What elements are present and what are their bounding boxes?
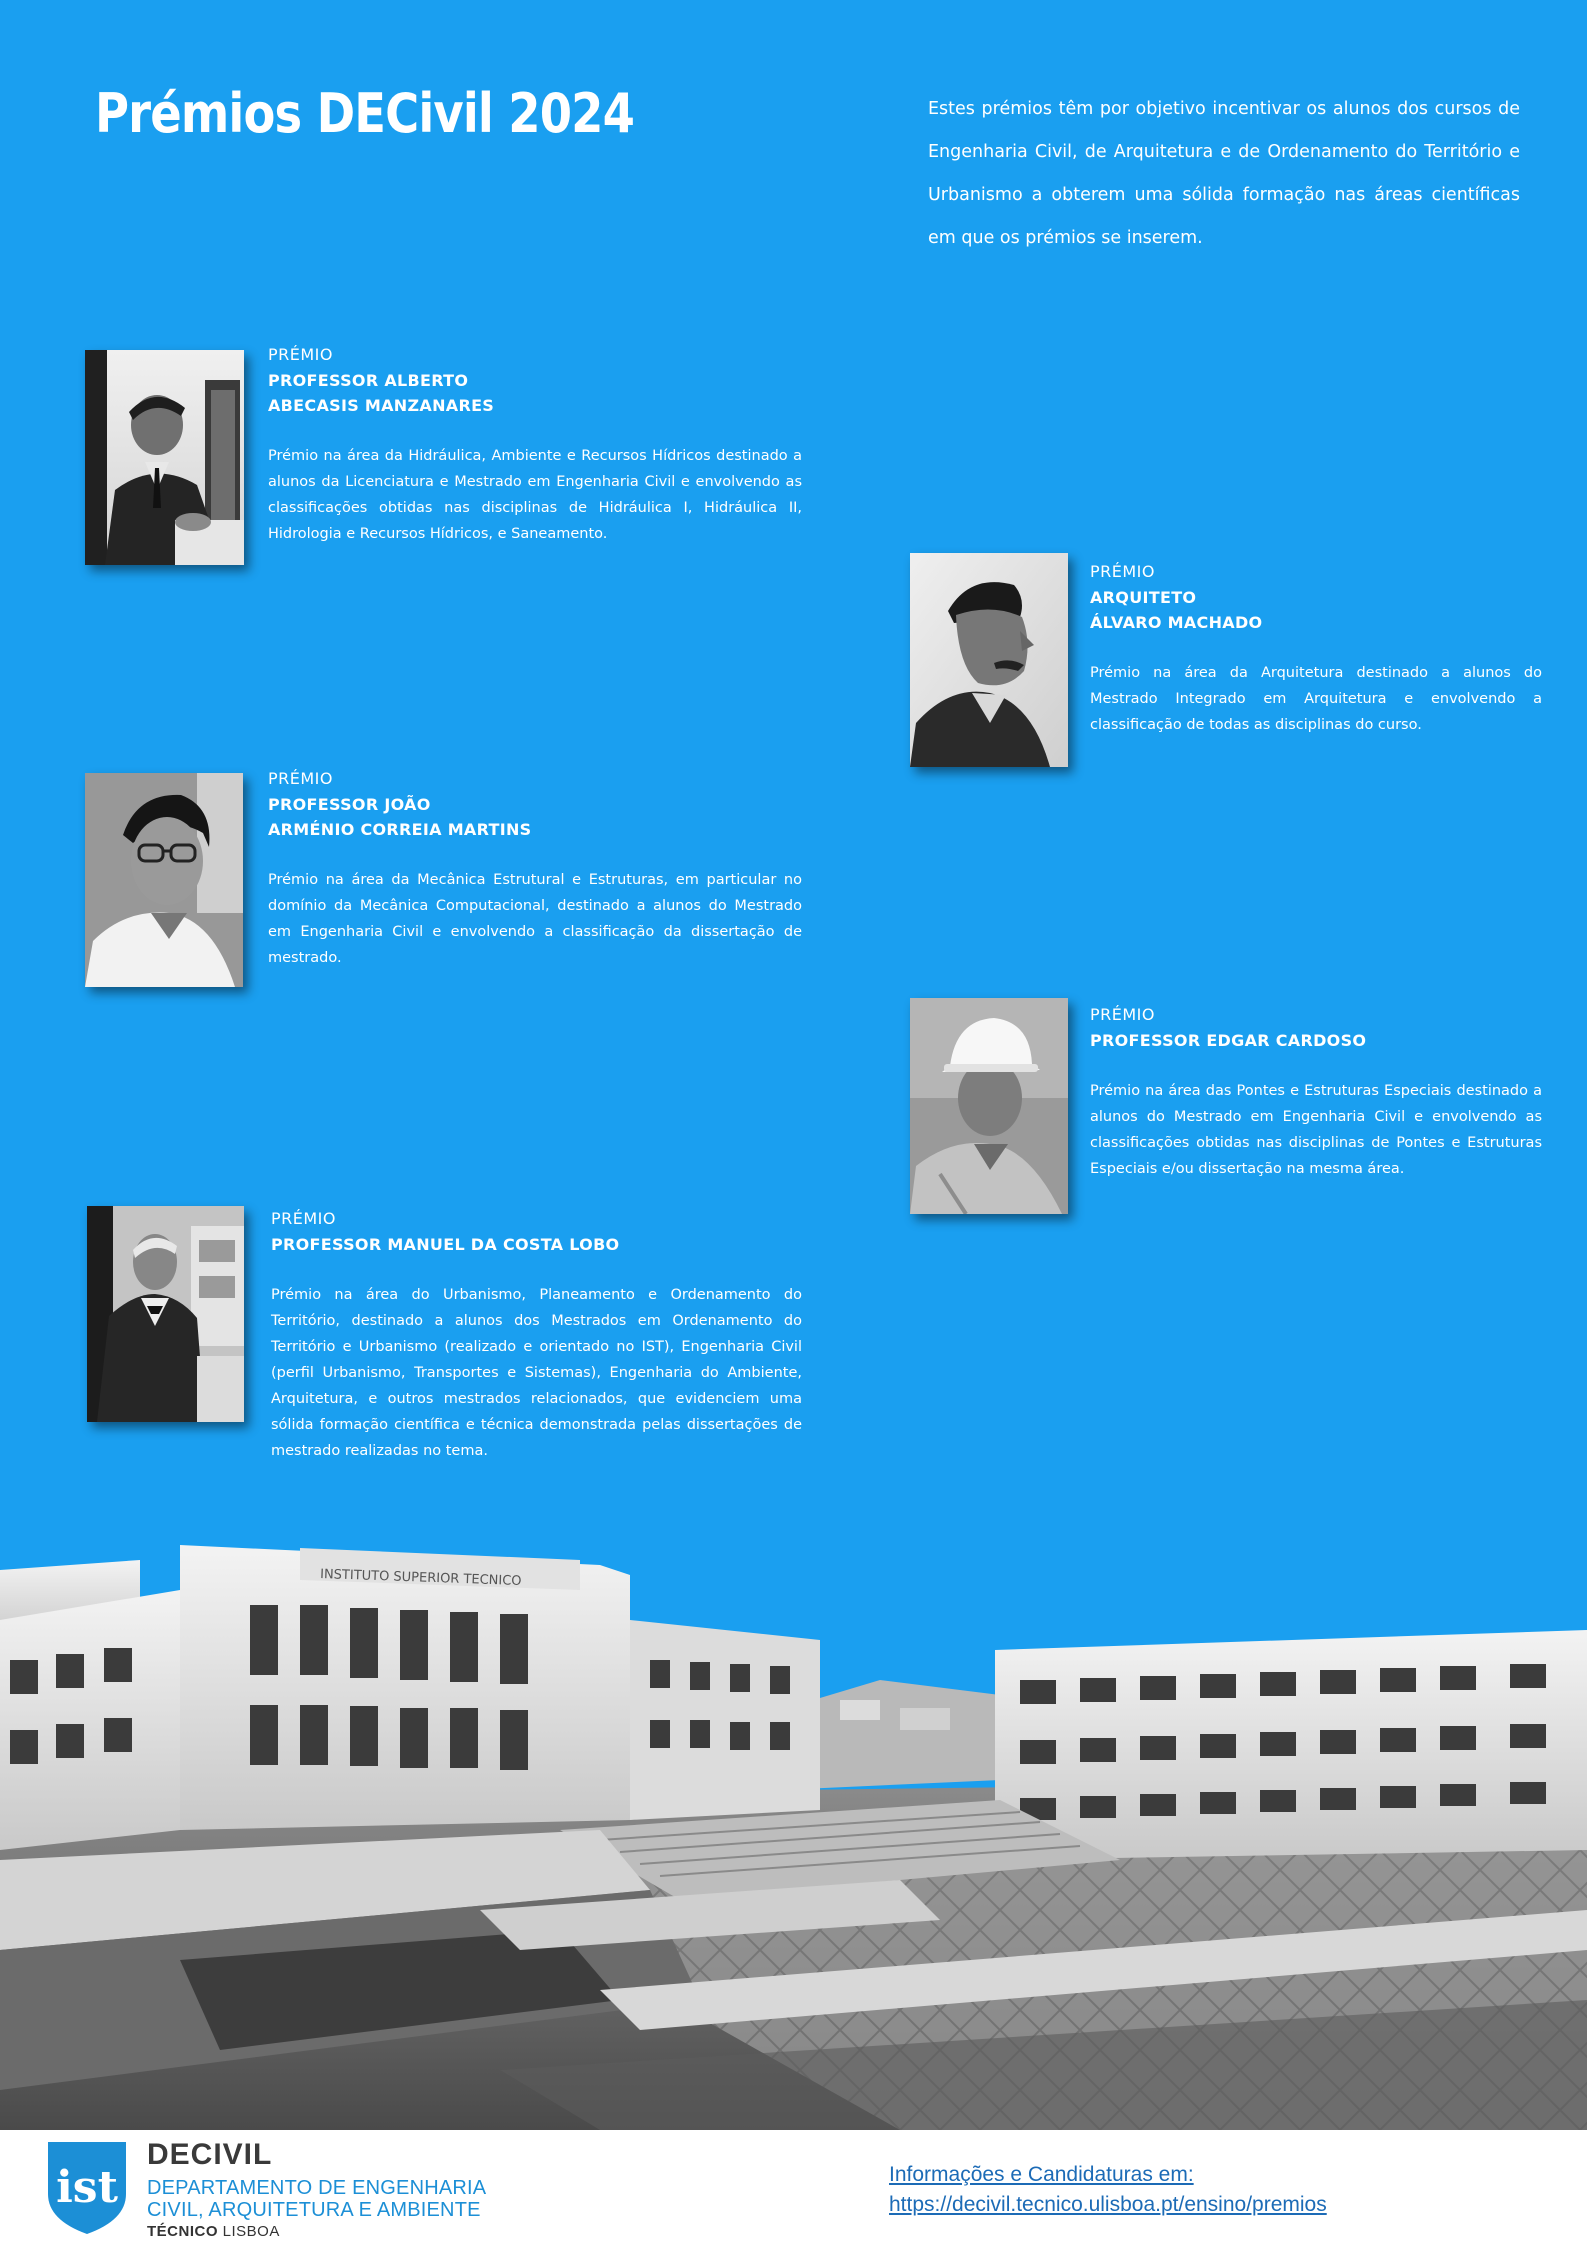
award-name-line1: PROFESSOR MANUEL DA COSTA LOBO <box>271 1235 620 1254</box>
institution-bold: TÉCNICO <box>147 2223 218 2240</box>
institution-rest: LISBOA <box>218 2223 280 2240</box>
campus-building-photo <box>0 1530 1587 2130</box>
award-costa-lobo <box>271 1206 802 1464</box>
award-name-line2: ÁLVARO MACHADO <box>1090 613 1263 632</box>
award-description: Prémio na área da Mecânica Estrutural e Estruturas, em particular no domínio da Mecânica Computacional, destinado a alunos do Mestrado em Engenharia Civil e envolvendo a classificação da dissertação de mestrado. <box>268 872 802 966</box>
portrait-alvaro-machado <box>910 553 1068 767</box>
info-label-link[interactable]: Informações e Candidaturas em: <box>889 2163 1194 2186</box>
award-kicker: PRÉMIO <box>268 769 333 788</box>
award-kicker: PRÉMIO <box>1090 1005 1155 1024</box>
dept-short-name: DECIVIL <box>147 2138 273 2171</box>
award-description: Prémio na área da Arquitetura destinado a alunos do Mestrado Integrado em Arquitetura e envolvendo a classificação de todas as disciplinas do curso. <box>1090 665 1542 733</box>
page-title: Prémios DECivil 2024 <box>95 82 635 145</box>
portrait-alberto-abecasis-manzanares <box>85 350 244 565</box>
info-url-link[interactable]: https://decivil.tecnico.ulisboa.pt/ensino/premios <box>889 2193 1327 2216</box>
award-alvaro-machado <box>1090 559 1542 738</box>
portrait-manuel-da-costa-lobo <box>87 1206 244 1422</box>
logo-text: ist <box>56 2162 118 2213</box>
award-name-line2: ABECASIS MANZANARES <box>268 396 495 415</box>
dept-name-line1: DEPARTAMENTO DE ENGENHARIA <box>147 2177 487 2199</box>
portrait-edgar-cardoso <box>910 998 1068 1214</box>
award-name-line1: PROFESSOR ALBERTO <box>268 371 469 390</box>
institution-name <box>147 2223 280 2240</box>
award-kicker: PRÉMIO <box>1090 562 1155 581</box>
award-correia-martins <box>268 766 802 971</box>
award-kicker: PRÉMIO <box>268 345 333 364</box>
building-sign: INSTITUTO SUPERIOR TECNICO <box>319 1567 522 1590</box>
award-name-line2: ARMÉNIO CORREIA MARTINS <box>268 820 532 839</box>
award-abecasis-manzanares <box>268 342 802 547</box>
portrait-joao-armenio-correia-martins <box>85 773 243 987</box>
footer <box>0 2130 1587 2245</box>
intro-text: Estes prémios têm por objetivo incentivar os alunos dos cursos de Engenharia Civil, de Arquitetura e de Ordenamento do Território e Urbanismo a obterem uma sólida formação nas áreas científicas em que os prémios se inserem. <box>928 99 1520 248</box>
award-description: Prémio na área das Pontes e Estruturas Especiais destinado a alunos do Mestrado em Engenharia Civil e envolvendo as classificações obtidas nas disciplinas de Pontes e Estruturas Especiais e/ou dissertação na mesma área. <box>1090 1083 1542 1177</box>
award-edgar-cardoso <box>1090 1002 1542 1182</box>
award-description: Prémio na área da Hidráulica, Ambiente e Recursos Hídricos destinado a alunos da Licenciatura e Mestrado em Engenharia Civil e envolvendo as classificações obtidas nas disciplinas de Hidráulica I, Hidráulica II, Hidrologia e Recursos Hídricos, e Saneamento. <box>268 448 802 542</box>
award-name-line1: PROFESSOR EDGAR CARDOSO <box>1090 1031 1367 1050</box>
award-name-line1: ARQUITETO <box>1090 588 1197 607</box>
award-description: Prémio na área do Urbanismo, Planeamento e Ordenamento do Território, destinado a alunos dos Mestrados em Ordenamento do Território e Urbanismo (realizado e orientado no IST), Engenharia Civil (perfil Urbanismo, Transportes e Sistemas), Engenharia do Ambiente, Arquitetura, e outros mestrados relacionados, que evidenciem uma sólida formação científica e técnica demonstrada pelas dissertações de mestrado realizadas no tema. <box>271 1287 802 1459</box>
ist-logo-icon <box>44 2138 130 2236</box>
award-kicker: PRÉMIO <box>271 1209 336 1228</box>
award-name-line1: PROFESSOR JOÃO <box>268 795 431 814</box>
dept-name-line2: CIVIL, ARQUITETURA E AMBIENTE <box>147 2199 481 2221</box>
